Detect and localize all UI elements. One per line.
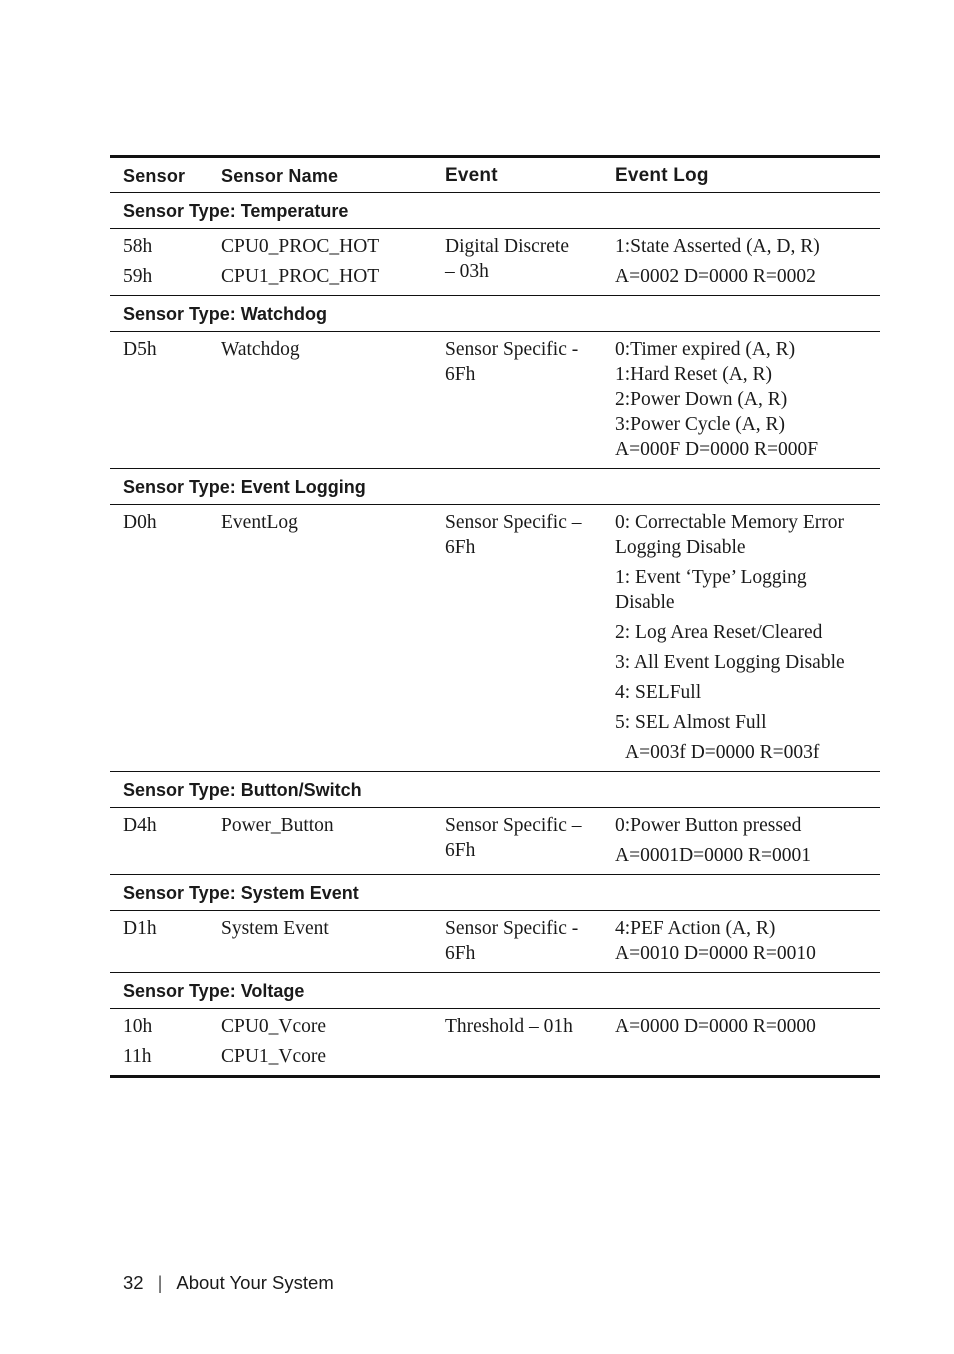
sensor-cell xyxy=(110,229,208,296)
table-row xyxy=(110,229,880,296)
event-log-line: Logging Disable xyxy=(615,537,746,558)
sensor-id: 10h xyxy=(123,1016,153,1037)
event-log-line: 1:State Asserted (A, D, R) xyxy=(615,236,820,257)
sensor-type-row xyxy=(110,772,880,808)
event-log-line: 0:Timer expired (A, R) xyxy=(615,339,796,360)
sensor-id: 11h xyxy=(123,1046,152,1067)
event-log-line: 0: Correctable Memory Error xyxy=(615,512,845,533)
event-log-line: A=0000 D=0000 R=0000 xyxy=(615,1016,816,1037)
sensor-name: Watchdog xyxy=(221,339,300,360)
page-footer xyxy=(123,1272,334,1294)
table-row xyxy=(110,911,880,973)
sensor-id: D0h xyxy=(123,512,157,533)
table-row xyxy=(110,1009,880,1077)
header-sensor-name: Sensor Name xyxy=(221,165,339,186)
sensor-name-cell xyxy=(208,505,432,772)
page-number: 32 xyxy=(123,1272,144,1293)
sensor-cell xyxy=(110,1009,208,1077)
sensor-table xyxy=(110,155,880,1078)
event-log-line: A=003f D=0000 R=003f xyxy=(625,742,820,763)
event-log-line: Disable xyxy=(615,592,675,613)
event-log-line: 5: SEL Almost Full xyxy=(615,712,767,733)
sensor-type-label: Sensor Type: Watchdog xyxy=(123,303,328,324)
event-text: Digital Discrete xyxy=(445,236,569,257)
event-log-line: 2:Power Down (A, R) xyxy=(615,389,788,410)
sensor-type-label: Sensor Type: Temperature xyxy=(123,200,349,221)
sensor-id: 58h xyxy=(123,236,153,257)
event-log-line: 1: Event ‘Type’ Logging xyxy=(615,567,807,588)
sensor-name-cell xyxy=(208,808,432,875)
sensor-cell xyxy=(110,505,208,772)
event-text: Sensor Specific - xyxy=(445,339,579,360)
sensor-id: D1h xyxy=(123,918,157,939)
event-cell xyxy=(432,229,602,296)
sensor-type-row xyxy=(110,973,880,1009)
event-log-line: A=000F D=0000 R=000F xyxy=(615,439,819,460)
header-event-log: Event Log xyxy=(615,165,709,186)
event-log-cell xyxy=(602,911,880,973)
event-text: Sensor Specific - xyxy=(445,918,579,939)
sensor-name: Power_Button xyxy=(221,815,334,836)
table-row xyxy=(110,808,880,875)
event-log-cell xyxy=(602,229,880,296)
event-text: – 03h xyxy=(445,261,489,282)
sensor-id: D5h xyxy=(123,339,157,360)
sensor-name-cell xyxy=(208,911,432,973)
event-text: Sensor Specific – xyxy=(445,815,582,836)
sensor-name: CPU0_PROC_HOT xyxy=(221,236,380,257)
event-text: 6Fh xyxy=(445,364,476,385)
event-log-line: 3:Power Cycle (A, R) xyxy=(615,414,786,435)
event-log-line: 0:Power Button pressed xyxy=(615,815,802,836)
sensor-name: CPU1_Vcore xyxy=(221,1046,327,1067)
event-log-line: 2: Log Area Reset/Cleared xyxy=(615,622,823,643)
sensor-cell xyxy=(110,911,208,973)
event-log-cell xyxy=(602,1009,880,1077)
event-cell xyxy=(432,505,602,772)
sensor-type-row xyxy=(110,193,880,229)
sensor-name-cell xyxy=(208,1009,432,1077)
sensor-type-label: Sensor Type: Button/Switch xyxy=(123,779,362,800)
event-cell xyxy=(432,1009,602,1077)
event-log-line: A=0010 D=0000 R=0010 xyxy=(615,943,816,964)
event-cell xyxy=(432,808,602,875)
sensor-name: EventLog xyxy=(221,512,298,533)
sensor-name-cell xyxy=(208,332,432,469)
sensor-cell xyxy=(110,332,208,469)
event-cell xyxy=(432,911,602,973)
event-log-cell xyxy=(602,332,880,469)
sensor-type-label: Sensor Type: System Event xyxy=(123,882,359,903)
event-text: 6Fh xyxy=(445,943,476,964)
sensor-type-row xyxy=(110,875,880,911)
header-sensor: Sensor xyxy=(123,165,186,186)
sensor-cell xyxy=(110,808,208,875)
event-log-line: 4: SELFull xyxy=(615,682,702,703)
sensor-id: D4h xyxy=(123,815,157,836)
event-text: 6Fh xyxy=(445,840,476,861)
sensor-type-label: Sensor Type: Voltage xyxy=(123,980,305,1001)
sensor-type-row xyxy=(110,296,880,332)
sensor-id: 59h xyxy=(123,266,153,287)
table-header-row xyxy=(110,157,880,193)
table-row xyxy=(110,332,880,469)
event-cell xyxy=(432,332,602,469)
footer-separator: | xyxy=(157,1272,163,1293)
sensor-name: CPU0_Vcore xyxy=(221,1016,327,1037)
header-event: Event xyxy=(445,165,498,186)
event-text: 6Fh xyxy=(445,537,476,558)
sensor-name: CPU1_PROC_HOT xyxy=(221,266,380,287)
event-text: Threshold – 01h xyxy=(445,1016,573,1037)
event-log-cell xyxy=(602,808,880,875)
event-log-line: A=0002 D=0000 R=0002 xyxy=(615,266,816,287)
sensor-name-cell xyxy=(208,229,432,296)
footer-section-title: About Your System xyxy=(176,1272,334,1293)
table-row xyxy=(110,505,880,772)
event-log-line: 4:PEF Action (A, R) xyxy=(615,918,776,939)
event-log-line: 3: All Event Logging Disable xyxy=(615,652,845,673)
event-log-cell xyxy=(602,505,880,772)
event-text: Sensor Specific – xyxy=(445,512,582,533)
event-log-line: A=0001D=0000 R=0001 xyxy=(615,845,812,866)
sensor-name: System Event xyxy=(221,918,329,939)
sensor-type-label: Sensor Type: Event Logging xyxy=(123,476,366,497)
sensor-type-row xyxy=(110,469,880,505)
event-log-line: 1:Hard Reset (A, R) xyxy=(615,364,773,385)
